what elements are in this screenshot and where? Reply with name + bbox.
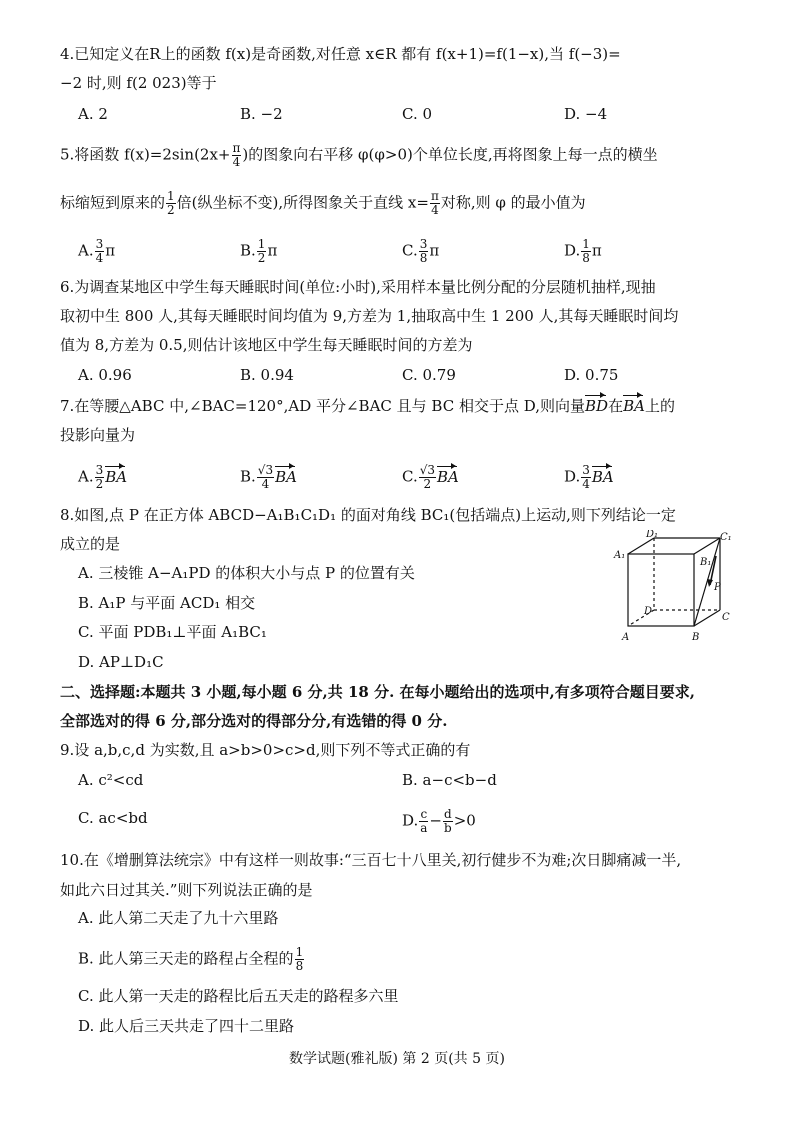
fraction-denominator: 2 [423, 477, 432, 491]
q7-option-d [564, 464, 614, 491]
section-2-heading-line2: 全部选对的得 6 分,部分选对的得部分分,有选错的得 0 分. [60, 712, 448, 730]
vector-ba: BA [591, 467, 614, 486]
q8-option-b: B. A₁P 与平面 ACD₁ 相交 [78, 594, 256, 612]
q6-option-a: A. 0.96 [78, 366, 132, 384]
fraction-denominator: 2 [95, 477, 104, 491]
q7-stem-line2: 投影向量为 [60, 426, 136, 444]
fraction-denominator: 8 [582, 251, 590, 265]
q5-fraction-pi-over-4 [232, 142, 242, 169]
pi-symbol: π [591, 241, 602, 260]
q5-stem-line2-mid: 倍(纵坐标不变),所得图象关于直线 x= [176, 193, 429, 212]
q7-option-c [402, 464, 459, 491]
label-a1: A₁ [614, 550, 626, 561]
option-fraction [581, 464, 591, 491]
inequality-tail: >0 [453, 811, 476, 830]
option-label: D. [564, 241, 581, 260]
fraction-numerator: c [420, 807, 428, 821]
q5-stem-line2 [60, 190, 586, 217]
q4-option-c: C. 0 [402, 105, 433, 123]
fraction-numerator: √3 [419, 463, 435, 477]
q10-stem-line2: 如此六日过其关.”则下列说法正确的是 [60, 881, 313, 899]
option-label: B. [240, 467, 256, 486]
fraction-denominator: b [444, 821, 452, 835]
q4-stem-line2: −2 时,则 f(2 023)等于 [60, 74, 217, 92]
q9-option-a: A. c²<cd [78, 771, 144, 789]
option-fraction [95, 464, 105, 491]
q10-option-a: A. 此人第二天走了九十六里路 [78, 909, 279, 927]
fraction-denominator: 8 [295, 959, 304, 973]
q5-fraction-pi-over-4-b [430, 190, 440, 217]
fraction-one-eighth [295, 946, 305, 973]
fraction-d-over-b [443, 808, 453, 835]
cube-front-face [628, 554, 694, 626]
q4-option-b: B. −2 [240, 105, 283, 123]
q8-option-d: D. AP⊥D₁C [78, 653, 164, 671]
q9-stem-line1: 9.设 a,b,c,d 为实数,且 a>b>0>c>d,则下列不等式正确的有 [60, 741, 471, 759]
label-b: B [692, 632, 700, 643]
q6-stem-line3: 值为 8,方差为 0.5,则估计该地区中学生每天睡眠时间的方差为 [60, 336, 473, 354]
label-a: A [622, 632, 630, 643]
q7-stem-line1 [60, 396, 675, 416]
label-c: C [722, 612, 730, 623]
vector-ba: BA [275, 467, 297, 486]
fraction-numerator: 3 [95, 463, 104, 477]
fraction-denominator: 2 [167, 203, 175, 217]
q4-option-d: D. −4 [564, 105, 608, 123]
q9-option-d [402, 808, 476, 835]
q5-option-d [564, 238, 602, 265]
option-fraction [419, 238, 429, 265]
section-2-heading-line1: 二、选择题:本题共 3 小题,每小题 6 分,共 18 分. 在每小题给出的选项中,有多项符合题目要求, [60, 683, 695, 701]
fraction-denominator: 2 [257, 251, 266, 265]
q5-stem-line1-post: )的图象向右平移 φ(φ>0)个单位长度,再将图象上每一点的横坐 [242, 145, 658, 164]
option-label: D. [402, 811, 419, 830]
q7-option-b [240, 464, 297, 491]
cube-figure [612, 530, 736, 646]
vector-ba: BA [105, 467, 128, 486]
fraction-denominator: 4 [582, 477, 590, 491]
option-label: C. [402, 467, 418, 486]
label-b1: B₁ [700, 557, 712, 568]
q10-option-b [78, 946, 305, 973]
fraction-denominator: 8 [419, 251, 428, 265]
option-label: A. [78, 241, 94, 260]
fraction-numerator: d [444, 807, 452, 821]
q6-option-b: B. 0.94 [240, 366, 294, 384]
page-footer: 数学试题(雅礼版) 第 2 页(共 5 页) [289, 1051, 505, 1067]
label-c1: C₁ [720, 532, 732, 543]
minus-sign: − [429, 811, 442, 830]
fraction-numerator: 1 [257, 237, 266, 251]
q6-option-d: D. 0.75 [564, 366, 619, 384]
hidden-edges [628, 538, 720, 626]
label-p: P [714, 582, 721, 593]
q5-option-a [78, 238, 115, 265]
fraction-denominator: 4 [232, 155, 241, 169]
q8-stem-line1: 8.如图,点 P 在正方体 ABCD−A₁B₁C₁D₁ 的面对角线 BC₁(包括端点)上运动,则下列结论一定 [60, 506, 676, 524]
fraction-numerator: 1 [582, 237, 590, 251]
fraction-denominator: 4 [261, 477, 270, 491]
q9-option-c: C. ac<bd [78, 809, 148, 827]
q6-option-c: C. 0.79 [402, 366, 456, 384]
q10-option-c: C. 此人第一天走的路程比后五天走的路程多六里 [78, 987, 399, 1005]
option-label: B. [240, 241, 256, 260]
option-fraction [419, 464, 436, 491]
pi-symbol: π [267, 241, 278, 260]
fraction-c-over-a [419, 808, 428, 835]
label-d1: D₁ [646, 530, 659, 540]
q9-option-b: B. a−c<b−d [402, 771, 497, 789]
fraction-numerator: 1 [295, 945, 304, 959]
q6-stem-line2: 取初中生 800 人,其每天睡眠时间均值为 9,方差为 1,抽取高中生 1 200 人,其每天睡眠时间均 [60, 307, 679, 325]
option-fraction [257, 464, 274, 491]
option-fraction [95, 238, 105, 265]
q10-stem-line1: 10.在《增删算法统宗》中有这样一则故事:“三百七十八里关,初行健步不为难;次日脚痛减一半, [60, 851, 682, 869]
fraction-denominator: a [420, 821, 428, 835]
fraction-numerator: 1 [167, 189, 175, 203]
cube-edge [628, 538, 654, 554]
q4-stem-line1: 4.已知定义在R上的函数 f(x)是奇函数,对任意 x∈R 都有 f(x+1)=f(1−x),当 f(−3)= [60, 45, 621, 63]
pi-symbol: π [105, 241, 116, 260]
q5-option-c [402, 238, 439, 265]
option-fraction [257, 238, 267, 265]
q5-stem-line1 [60, 142, 658, 169]
option-fraction [581, 238, 591, 265]
q10-option-d: D. 此人后三天共走了四十二里路 [78, 1017, 295, 1035]
q8-stem-line2: 成立的是 [60, 535, 121, 553]
q5-fraction-one-half [166, 190, 176, 217]
option-text: B. 此人第三天走的路程占全程的 [78, 949, 294, 968]
q7-stem-line1-post: 上的 [644, 397, 675, 415]
q4-option-a: A. 2 [78, 105, 108, 123]
vector-ba: BA [437, 467, 459, 486]
q7-stem-mid: 在 [608, 397, 624, 415]
q5-stem-line2-post: 对称,则 φ 的最小值为 [440, 193, 586, 212]
q7-stem-line1-pre: 7.在等腰△ABC 中,∠BAC=120°,AD 平分∠BAC 且与 BC 相交于点 D,则向量 [60, 397, 586, 415]
fraction-numerator: 3 [419, 237, 428, 251]
fraction-numerator: π [430, 189, 439, 203]
q7-option-a [78, 464, 127, 491]
fraction-numerator: 3 [95, 237, 104, 251]
q5-stem-line1-pre: 5.将函数 f(x)=2sin(2x+ [60, 145, 231, 164]
q5-option-b [240, 238, 277, 265]
q8-option-a: A. 三棱锥 A−A₁PD 的体积大小与点 P 的位置有关 [78, 564, 415, 582]
q8-option-c: C. 平面 PDB₁⊥平面 A₁BC₁ [78, 623, 267, 641]
fraction-numerator: π [232, 141, 241, 155]
option-label: C. [402, 241, 418, 260]
q5-stem-line2-pre: 标缩短到原来的 [60, 193, 166, 212]
vector-ba: BA [623, 397, 645, 415]
fraction-numerator: 3 [582, 463, 590, 477]
fraction-denominator: 4 [431, 203, 439, 217]
option-label: D. [564, 467, 581, 486]
label-d: D [644, 606, 653, 617]
fraction-denominator: 4 [95, 251, 104, 265]
q6-stem-line1: 6.为调查某地区中学生每天睡眠时间(单位:小时),采用样本量比例分配的分层随机抽样,现抽 [60, 278, 656, 296]
arrow-head [707, 579, 713, 587]
option-label: A. [78, 467, 94, 486]
pi-symbol: π [429, 241, 440, 260]
vector-bd: BD [585, 397, 609, 415]
fraction-numerator: √3 [257, 463, 274, 477]
